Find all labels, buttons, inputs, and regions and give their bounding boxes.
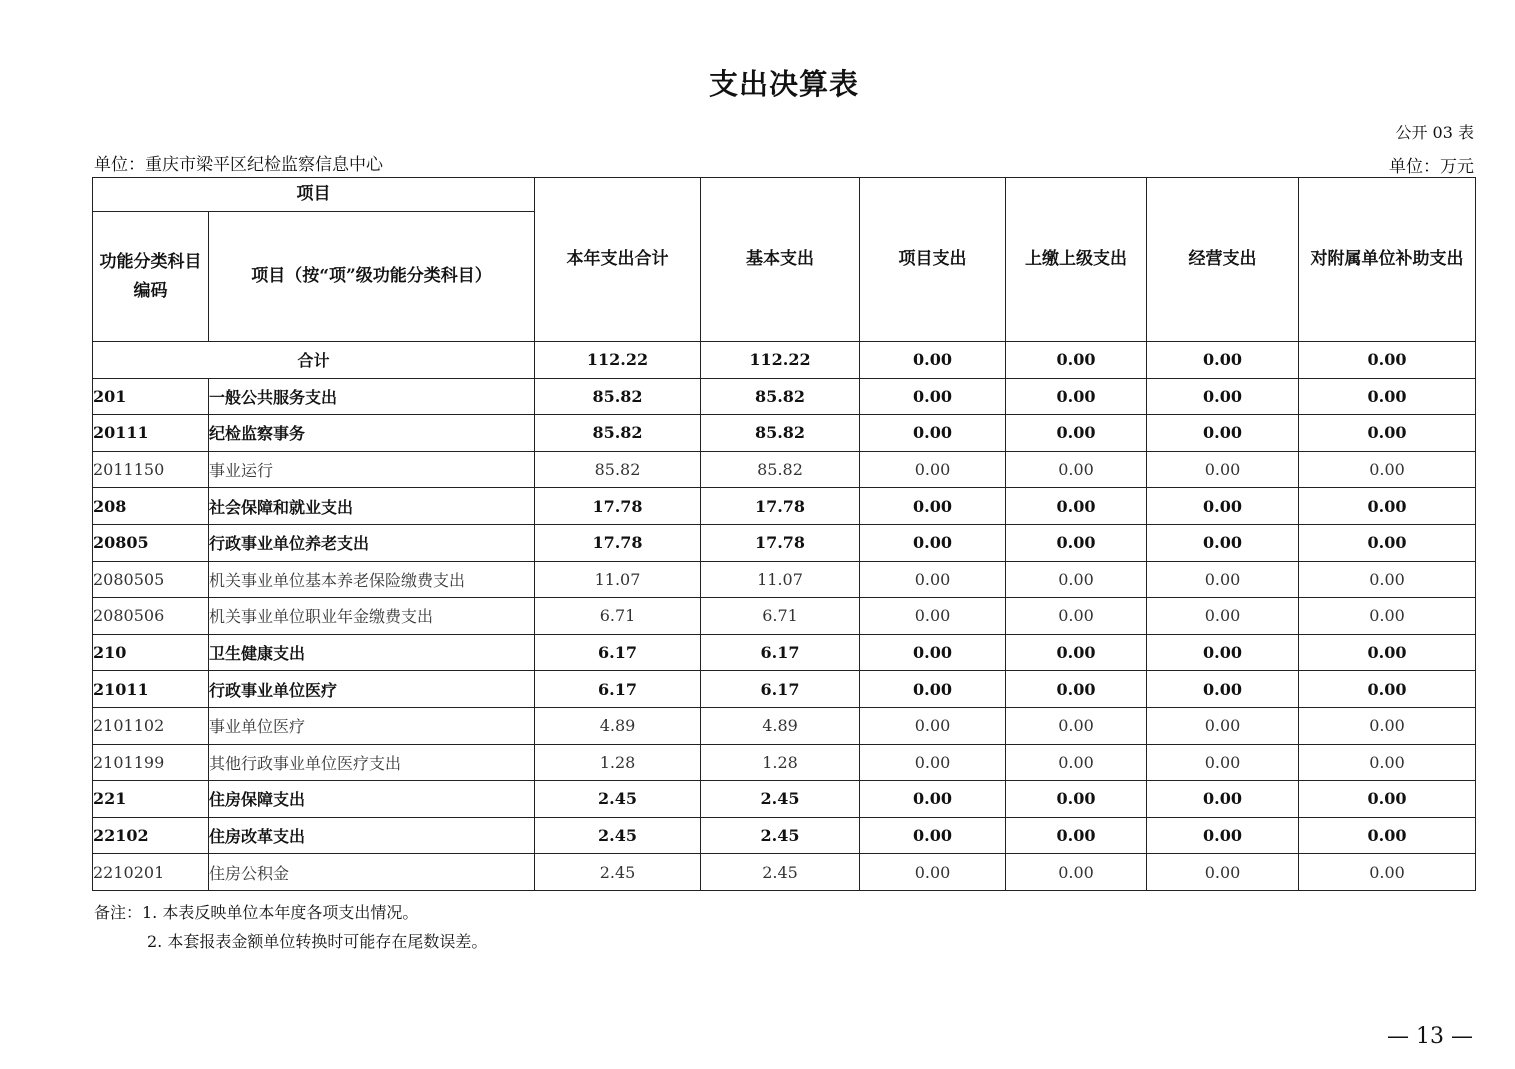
row-value: 0.00 [1006, 707, 1147, 744]
row-value: 2.45 [701, 854, 860, 891]
row-value: 0.00 [1006, 817, 1147, 854]
header-code: 功能分类科目编码 [93, 212, 209, 342]
row-value: 85.82 [701, 378, 860, 415]
table-row [93, 671, 1476, 708]
total-cell: 0.00 [1006, 342, 1147, 379]
row-value: 6.17 [701, 634, 860, 671]
row-value: 11.07 [535, 561, 701, 598]
row-value: 2.45 [701, 817, 860, 854]
row-code: 2210201 [93, 854, 209, 891]
row-code: 2080505 [93, 561, 209, 598]
row-code: 210 [93, 634, 209, 671]
total-cell: 112.22 [535, 342, 701, 379]
row-code: 20805 [93, 524, 209, 561]
row-name: 事业单位医疗 [209, 707, 535, 744]
table-row [93, 415, 1476, 452]
row-value: 0.00 [1299, 817, 1476, 854]
row-name: 住房公积金 [209, 854, 535, 891]
row-value: 1.28 [535, 744, 701, 781]
row-name: 纪检监察事务 [209, 415, 535, 452]
row-value: 0.00 [860, 451, 1006, 488]
total-cell: 0.00 [1299, 342, 1476, 379]
row-value: 17.78 [701, 488, 860, 525]
row-value: 0.00 [1299, 854, 1476, 891]
header-total: 本年支出合计 [535, 178, 701, 342]
row-value: 0.00 [1006, 488, 1147, 525]
table-row [93, 744, 1476, 781]
form-number: 公开 03 表 [1395, 123, 1474, 142]
row-value: 0.00 [860, 415, 1006, 452]
header-basic: 基本支出 [701, 178, 860, 342]
row-code: 221 [93, 781, 209, 818]
header-business: 经营支出 [1147, 178, 1299, 342]
row-value: 2.45 [535, 854, 701, 891]
row-value: 0.00 [1006, 415, 1147, 452]
unit-organization: 单位：重庆市梁平区纪检监察信息中心 [94, 155, 383, 175]
row-value: 0.00 [860, 854, 1006, 891]
row-code: 21011 [93, 671, 209, 708]
row-value: 6.17 [535, 634, 701, 671]
row-value: 0.00 [1006, 744, 1147, 781]
row-value: 0.00 [860, 781, 1006, 818]
row-code: 22102 [93, 817, 209, 854]
page-title: 支出决算表 [708, 67, 859, 101]
total-cell: 0.00 [1147, 342, 1299, 379]
header-upper: 上缴上级支出 [1006, 178, 1147, 342]
row-value: 11.07 [701, 561, 860, 598]
row-value: 0.00 [1006, 634, 1147, 671]
row-name: 机关事业单位基本养老保险缴费支出 [209, 561, 535, 598]
row-value: 0.00 [860, 561, 1006, 598]
row-name: 事业运行 [209, 451, 535, 488]
row-value: 0.00 [1147, 671, 1299, 708]
row-value: 2.45 [701, 781, 860, 818]
row-value: 0.00 [1147, 707, 1299, 744]
header-name: 项目（按“项”级功能分类科目） [209, 212, 535, 342]
row-value: 1.28 [701, 744, 860, 781]
row-value: 0.00 [1299, 707, 1476, 744]
table-row [93, 488, 1476, 525]
row-value: 6.71 [701, 598, 860, 635]
table-row [93, 854, 1476, 891]
page-number: — 13 — [1387, 1024, 1473, 1049]
row-code: 2101199 [93, 744, 209, 781]
row-value: 0.00 [860, 524, 1006, 561]
row-code: 2101102 [93, 707, 209, 744]
row-value: 0.00 [1299, 561, 1476, 598]
row-value: 0.00 [1147, 598, 1299, 635]
row-value: 0.00 [1147, 451, 1299, 488]
row-value: 0.00 [1147, 744, 1299, 781]
row-value: 0.00 [1006, 561, 1147, 598]
row-name: 其他行政事业单位医疗支出 [209, 744, 535, 781]
table-row [93, 561, 1476, 598]
row-name: 卫生健康支出 [209, 634, 535, 671]
header-project: 项目支出 [860, 178, 1006, 342]
row-value: 0.00 [1147, 415, 1299, 452]
row-value: 4.89 [701, 707, 860, 744]
row-value: 0.00 [1147, 561, 1299, 598]
row-value: 0.00 [1299, 671, 1476, 708]
row-value: 17.78 [535, 524, 701, 561]
row-value: 2.45 [535, 781, 701, 818]
row-value: 0.00 [1299, 488, 1476, 525]
row-value: 6.17 [535, 671, 701, 708]
row-value: 6.17 [701, 671, 860, 708]
row-value: 0.00 [1006, 378, 1147, 415]
row-value: 85.82 [701, 451, 860, 488]
note-line-2: 2. 本套报表金额单位转换时可能存在尾数误差。 [147, 932, 488, 951]
row-value: 0.00 [1147, 524, 1299, 561]
row-code: 2080506 [93, 598, 209, 635]
table-row [93, 598, 1476, 635]
row-value: 0.00 [1299, 524, 1476, 561]
total-row [93, 342, 1476, 379]
notes [94, 898, 487, 956]
row-value: 0.00 [1299, 378, 1476, 415]
table-row [93, 378, 1476, 415]
row-value: 0.00 [1147, 781, 1299, 818]
row-value: 4.89 [535, 707, 701, 744]
row-code: 208 [93, 488, 209, 525]
row-code: 20111 [93, 415, 209, 452]
row-value: 0.00 [1299, 451, 1476, 488]
row-value: 0.00 [1147, 854, 1299, 891]
total-label: 合计 [93, 342, 535, 379]
row-value: 0.00 [1006, 781, 1147, 818]
row-value: 85.82 [535, 451, 701, 488]
row-value: 0.00 [860, 634, 1006, 671]
expenditure-table [92, 177, 1476, 891]
row-value: 0.00 [1299, 634, 1476, 671]
row-name: 机关事业单位职业年金缴费支出 [209, 598, 535, 635]
row-name: 行政事业单位医疗 [209, 671, 535, 708]
table-row [93, 707, 1476, 744]
row-name: 住房改革支出 [209, 817, 535, 854]
row-value: 0.00 [860, 707, 1006, 744]
row-name: 住房保障支出 [209, 781, 535, 818]
row-value: 0.00 [1006, 451, 1147, 488]
row-name: 一般公共服务支出 [209, 378, 535, 415]
row-value: 0.00 [1299, 598, 1476, 635]
row-value: 0.00 [1147, 488, 1299, 525]
row-value: 0.00 [860, 488, 1006, 525]
row-value: 85.82 [701, 415, 860, 452]
row-value: 0.00 [1299, 781, 1476, 818]
row-value: 0.00 [1006, 524, 1147, 561]
row-value: 2.45 [535, 817, 701, 854]
row-value: 85.82 [535, 378, 701, 415]
row-value: 0.00 [1299, 415, 1476, 452]
row-value: 0.00 [1147, 378, 1299, 415]
total-cell: 112.22 [701, 342, 860, 379]
row-value: 0.00 [1147, 634, 1299, 671]
row-value: 0.00 [860, 378, 1006, 415]
table-row [93, 781, 1476, 818]
row-value: 0.00 [1006, 598, 1147, 635]
row-value: 0.00 [860, 817, 1006, 854]
header-item: 项目 [93, 178, 535, 212]
row-value: 0.00 [1299, 744, 1476, 781]
row-name: 行政事业单位养老支出 [209, 524, 535, 561]
row-value: 85.82 [535, 415, 701, 452]
row-value: 0.00 [860, 744, 1006, 781]
row-name: 社会保障和就业支出 [209, 488, 535, 525]
total-cell: 0.00 [860, 342, 1006, 379]
row-value: 17.78 [701, 524, 860, 561]
row-value: 0.00 [860, 671, 1006, 708]
unit-currency: 单位：万元 [1389, 157, 1474, 177]
row-value: 0.00 [1006, 854, 1147, 891]
table-row [93, 634, 1476, 671]
row-code: 2011150 [93, 451, 209, 488]
row-value: 0.00 [1147, 817, 1299, 854]
table-row [93, 817, 1476, 854]
row-value: 0.00 [860, 598, 1006, 635]
row-code: 201 [93, 378, 209, 415]
row-value: 17.78 [535, 488, 701, 525]
note-line-1: 备注：1. 本表反映单位本年度各项支出情况。 [94, 903, 419, 922]
table-row [93, 451, 1476, 488]
row-value: 6.71 [535, 598, 701, 635]
header-subsidy: 对附属单位补助支出 [1299, 178, 1476, 342]
row-value: 0.00 [1006, 671, 1147, 708]
table-row [93, 524, 1476, 561]
